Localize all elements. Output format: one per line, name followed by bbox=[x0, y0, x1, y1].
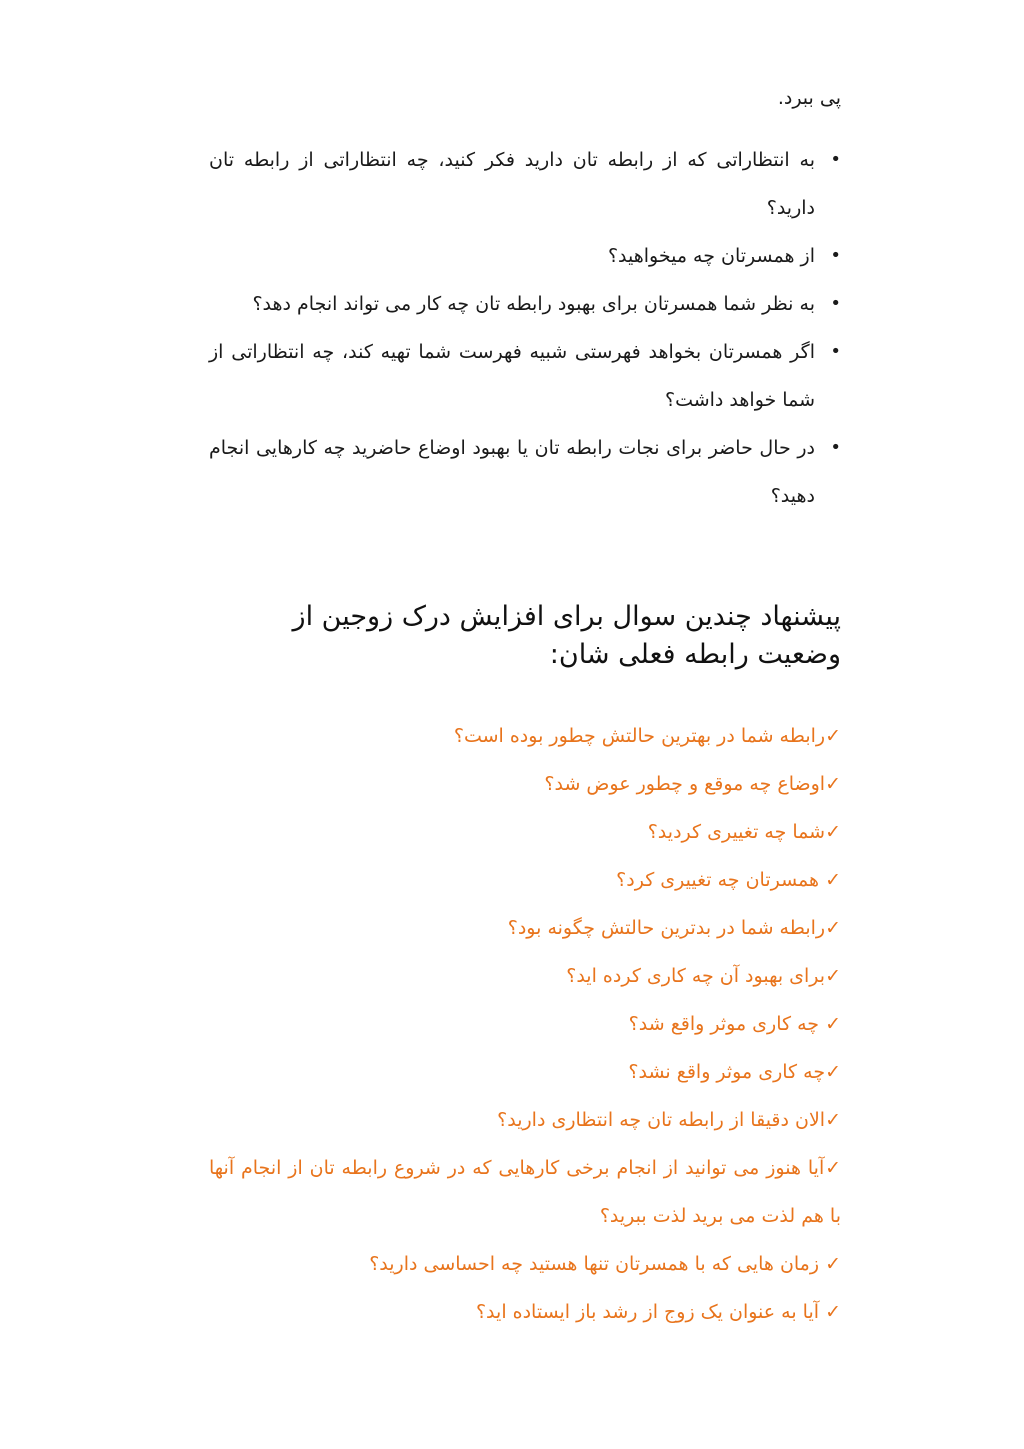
bullet-text: در حال حاضر برای نجات رابطه تان یا بهبود اوضاع حاضرید چه کارهایی انجام دهید؟ bbox=[209, 437, 815, 507]
question-item: ✓شما چه تغییری کردید؟ bbox=[647, 821, 841, 843]
question-item: ✓ آیا به عنوان یک زوج از رشد باز ایستاده اید؟ bbox=[475, 1301, 841, 1323]
bullet-dot-icon: • bbox=[830, 245, 841, 266]
bullet-dot-icon: • bbox=[830, 437, 841, 458]
bullet-dot-icon: • bbox=[830, 149, 841, 170]
bullet-text: از همسرتان چه میخواهید؟ bbox=[607, 245, 815, 267]
bullet-text: اگر همسرتان بخواهد فهرستی شبیه فهرست شما تهیه کند، چه انتظاراتی از شما خواهد داشت؟ bbox=[209, 341, 815, 411]
question-item: ✓اوضاع چه موقع و چطور عوض شد؟ bbox=[544, 773, 841, 795]
intro-tail-text: پی ببرد. bbox=[777, 87, 841, 109]
bullet-item bbox=[209, 424, 841, 520]
bullet-item bbox=[209, 136, 841, 232]
question-item: ✓ چه کاری موثر واقع شد؟ bbox=[628, 1013, 841, 1035]
question-checklist bbox=[209, 712, 841, 1336]
question-item: ✓ زمان هایی که با همسرتان تنها هستید چه احساسی دارید؟ bbox=[369, 1253, 841, 1275]
bullet-dot-icon: • bbox=[830, 341, 841, 362]
question-item: ✓برای بهبود آن چه کاری کرده اید؟ bbox=[566, 965, 841, 987]
bullet-dot-icon: • bbox=[830, 293, 841, 314]
question-item: ✓چه کاری موثر واقع نشد؟ bbox=[628, 1061, 841, 1083]
question-item: ✓رابطه شما در بهترین حالتش چطور بوده است؟ bbox=[453, 725, 841, 747]
question-item: ✓رابطه شما در بدترین حالتش چگونه بود؟ bbox=[507, 917, 841, 939]
bullet-text: به نظر شما همسرتان برای بهبود رابطه تان چه کار می تواند انجام دهد؟ bbox=[252, 293, 815, 315]
question-item: ✓الان دقیقا از رابطه تان چه انتظاری دارید؟ bbox=[497, 1109, 841, 1131]
bullet-item bbox=[209, 280, 841, 328]
bullet-item bbox=[209, 328, 841, 424]
section-heading: پیشنهاد چندین سوال برای افزایش درک زوجین از وضعیت رابطه فعلی شان: bbox=[292, 601, 841, 670]
bullet-text: به انتظاراتی که از رابطه تان دارید فکر کنید، چه انتظاراتی از رابطه تان دارید؟ bbox=[209, 149, 815, 219]
question-item: ✓آیا هنوز می توانید از انجام برخی کارهایی که در شروع رابطه تان از انجام آنها با هم لذت می برید لذت ببرید؟ bbox=[209, 1157, 841, 1227]
question-item: ✓ همسرتان چه تغییری کرد؟ bbox=[616, 869, 841, 891]
bullet-item bbox=[209, 232, 841, 280]
document-page bbox=[209, 74, 841, 1336]
expectation-bullet-list bbox=[209, 136, 841, 520]
